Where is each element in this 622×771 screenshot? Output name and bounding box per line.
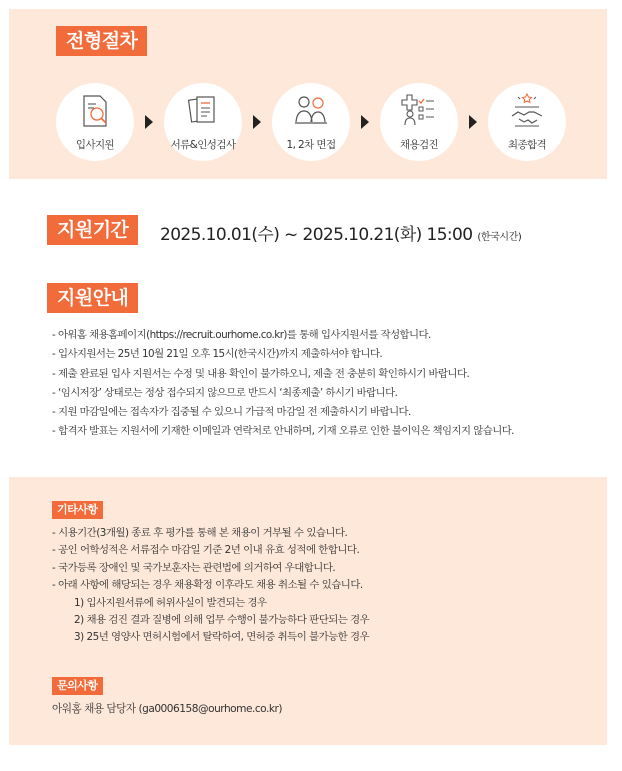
documents-icon [186, 92, 220, 132]
list-sub-item: 1) 입사지원서류에 허위사실이 발견되는 경우 [74, 596, 267, 609]
step-final [488, 83, 566, 161]
step-interview [272, 83, 350, 161]
list-item: - 국가등록 장애인 및 국가보훈자는 관련법에 의거하여 우대합니다. [52, 560, 369, 577]
list-item: - 아래 사항에 해당되는 경우 채용확정 이후라도 채용 취소될 수 있습니다. [52, 577, 369, 594]
contact-title: 문의사항 [52, 677, 103, 695]
step-documents [164, 83, 242, 161]
list-item: - 공인 어학성적은 서류접수 마감일 기준 2년 이내 유효 성적에 한합니다. [52, 542, 369, 559]
chevron-right-icon [253, 115, 261, 129]
list-sub-item: 2) 채용 검진 결과 질병에 의해 업무 수행이 불가능하다 판단되는 경우 [74, 614, 370, 627]
list-item: - ‘임시저장’ 상태로는 정상 접수되지 않으므로 반드시 ‘최종제출’ 하시기 바랍니다. [52, 384, 592, 403]
handshake-icon [509, 92, 545, 132]
interview-icon [293, 92, 329, 132]
list-item: - 지원 마감일에는 접속자가 집중될 수 있으니 가급적 마감일 전 제출하시기 바랍니다. [52, 403, 592, 422]
list-item: - 아워홈 채용홈페이지(https://recruit.ourhome.co.kr)를 통해 입사지원서를 작성합니다. [52, 326, 592, 345]
chevron-right-icon [145, 115, 153, 129]
guide-title: 지원안내 [47, 283, 138, 313]
contact-text: 아워홈 채용 담당자 (ga0006158@ourhome.co.kr) [52, 703, 282, 715]
period-dates: 2025.10.01(수) ~ 2025.10.21(화) 15:00 [160, 225, 473, 245]
etc-section [9, 477, 607, 745]
etc-title: 기타사항 [52, 501, 103, 519]
medical-checklist-icon [401, 92, 437, 132]
process-steps [56, 83, 566, 163]
process-section [9, 9, 607, 179]
etc-list [52, 525, 369, 647]
process-title: 전형절차 [56, 26, 147, 56]
list-item: - 제출 완료된 입사 지원서는 수정 및 내용 확인이 불가하오니, 제출 전 충분히 확인하시기 바랍니다. [52, 365, 592, 384]
chevron-right-icon [469, 115, 477, 129]
step-apply [56, 83, 134, 161]
list-sub-item: 3) 25년 영양사 면허시험에서 탈락하여, 면허증 취득이 불가능한 경우 [74, 631, 370, 644]
period-title: 지원기간 [47, 215, 138, 245]
period-timezone-note: (한국시간) [477, 232, 522, 243]
guide-list [52, 326, 592, 442]
step-label: 입사지원 [75, 139, 115, 151]
step-label: 최종합격 [507, 139, 547, 151]
period-text [160, 220, 521, 245]
document-search-icon [78, 92, 112, 132]
step-label: 1, 2차 면접 [286, 139, 336, 151]
step-medical [380, 83, 458, 161]
chevron-right-icon [361, 115, 369, 129]
list-item: - 시용기간(3개월) 종료 후 평가를 통해 본 채용이 거부될 수 있습니다. [52, 525, 369, 542]
step-label: 서류&인성검사 [170, 139, 236, 151]
step-label: 채용검진 [399, 139, 439, 151]
list-item: - 입사지원서는 25년 10월 21일 오후 15시(한국시간)까지 제출하셔야 합니다. [52, 345, 592, 364]
list-item: - 합격자 발표는 지원서에 기재한 이메일과 연락처로 안내하며, 기재 오류로 인한 불이익은 책임지지 않습니다. [52, 422, 592, 441]
